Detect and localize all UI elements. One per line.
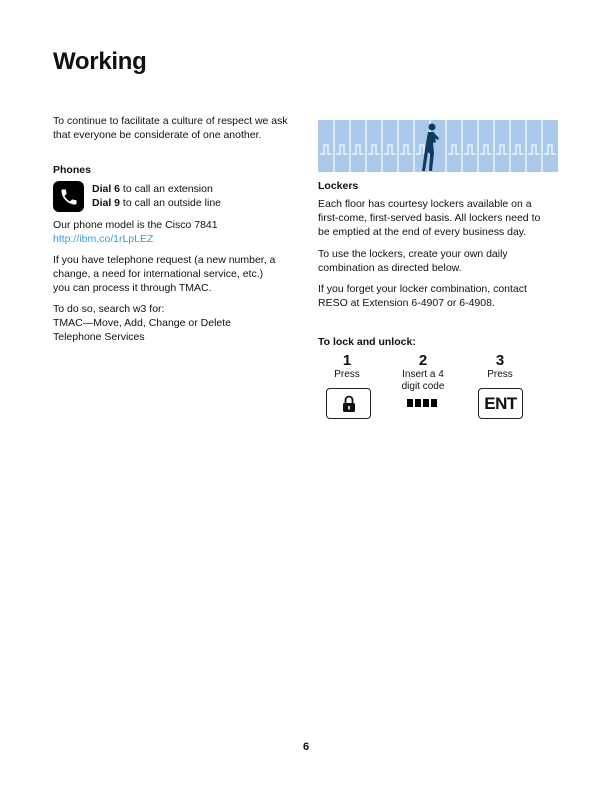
phone-model-text: Our phone model is the Cisco 7841 <box>53 219 218 231</box>
step-2-text: Insert a 4 digit code <box>401 369 445 392</box>
dial-outside-key: Dial 9 <box>92 197 121 209</box>
step-1-text: Press <box>334 369 360 380</box>
code-digit-3 <box>423 399 429 407</box>
code-digit-4 <box>431 399 437 407</box>
padlock-icon <box>342 395 356 413</box>
code-blocks <box>407 399 437 407</box>
page-title: Working <box>53 48 147 75</box>
lockers-illustration <box>318 120 558 172</box>
page-number: 6 <box>302 741 310 753</box>
code-digit-1 <box>407 399 413 407</box>
phone-handset-icon <box>59 187 79 207</box>
ent-key-button[interactable]: ENT <box>478 388 523 419</box>
lockers-paragraph-2: To use the lockers, create your own daily combination as directed below. <box>318 248 508 274</box>
dial-outside-text: to call an outside line <box>120 197 221 209</box>
intro-paragraph: To continue to facilitate a culture of respect we ask that everyone be considerate of one another. <box>53 115 288 141</box>
search-block <box>53 302 253 344</box>
lockers-panel <box>318 120 558 172</box>
dial-extension <box>92 182 221 196</box>
step-3 <box>475 353 525 381</box>
lockers-paragraph-3: If you forget your locker combination, contact RESO at Extension 6-4907 or 6-4908. <box>318 283 527 309</box>
lock-steps-heading: To lock and unlock: <box>318 336 416 348</box>
step-1-number: 1 <box>342 352 352 369</box>
phone-model-block <box>53 218 298 246</box>
lock-key-button[interactable] <box>326 388 371 419</box>
code-digit-2 <box>415 399 421 407</box>
telephone-request-text: If you have telephone request (a new number, a change, a need for international service, etc.) you can process it through TMAC. <box>53 254 276 294</box>
search-instructions: To do so, search w3 for: <box>53 303 165 315</box>
search-term: TMAC—Move, Add, Change or Delete Telephone Services <box>53 317 231 343</box>
dial-extension-text: to call an extension <box>120 183 213 195</box>
lockers-paragraph-1: Each floor has courtesy lockers available on a first-come, first-served basis. All lockers need to be emptied at the end of every business day. <box>318 198 541 238</box>
phone-model-link[interactable]: http://ibm.co/1rLpLEZ <box>53 233 154 245</box>
phone-icon <box>53 181 84 212</box>
dial-extension-key: Dial 6 <box>92 183 121 195</box>
step-2 <box>388 353 458 393</box>
step-3-number: 3 <box>495 352 505 369</box>
step-1 <box>322 353 372 381</box>
step-2-number: 2 <box>418 352 428 369</box>
step-3-text: Press <box>487 369 513 380</box>
lockers-heading: Lockers <box>318 180 359 192</box>
dial-instructions <box>92 182 221 210</box>
phones-heading: Phones <box>53 164 91 176</box>
dial-outside <box>92 196 221 210</box>
